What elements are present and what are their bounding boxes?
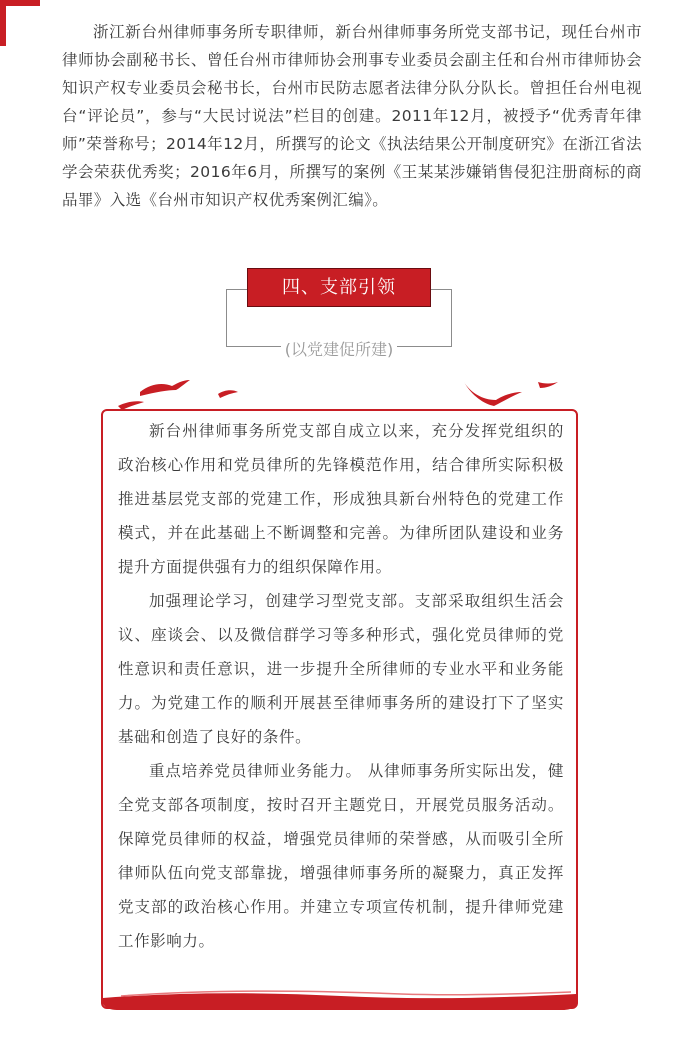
section-subtitle-wrap [226,337,452,360]
intro-paragraph: 浙江新台州律师事务所专职律师，新台州律师事务所党支部书记，现任台州市律师协会副秘书长、曾任台州市律师协会刑事专业委员会副主任和台州市律师协会知识产权专业委员会秘书长，台州市民防志愿者法律分队分队长。曾担任台州电视台“评论员”，参与“大民讨说法”栏目的创建。2011年12月，被授予“优秀青年律师”荣誉称号；2014年12月，所撰写的论文《执法结果公开制度研究》在浙江省法学会荣获优秀奖；2016年6月，所撰写的案例《王某某涉嫌销售侵犯注册商标的商品罪》入选《台州市知识产权优秀案例汇编》。 [62,23,642,209]
intro-text-block [62,18,642,214]
corner-accent-line [0,0,40,6]
section-subtitle: (以党建促所建) [281,340,398,359]
card-paragraph-1: 新台州律师事务所党支部自成立以来，充分发挥党组织的政治核心作用和党员律所的先锋模范作用，结合律所实际积极推进基层党支部的党建工作，形成独具新台州特色的党建工作模式，并在此基础上不断调整和完善。为律所团队建设和业务提升方面提供强有力的组织保障作用。 [118,422,564,576]
card-paragraph-2: 加强理论学习，创建学习型党支部。支部采取组织生活会议、座谈会、以及微信群学习等多种形式，强化党员律师的党性意识和责任意识，进一步提升全所律师的专业水平和业务能力。为党建工作的顺利开展甚至律师事务所的建设打下了坚实基础和创造了良好的条件。 [118,592,564,746]
red-wave-decoration [101,988,578,1012]
section-title: 四、支部引领 [247,268,431,307]
card-text-block [118,414,564,958]
card-paragraph-3: 重点培养党员律师业务能力。 从律师事务所实际出发，健全党支部各项制度，按时召开主题党日，开展党员服务活动。保障党员律师的权益，增强党员律师的荣誉感，从而吸引全所律师队伍向党支部靠拢，增强律师事务所的凝聚力，真正发挥党支部的政治核心作用。并建立专项宣传机制，提升律师党建工作影响力。 [118,762,564,950]
corner-accent [0,0,6,46]
